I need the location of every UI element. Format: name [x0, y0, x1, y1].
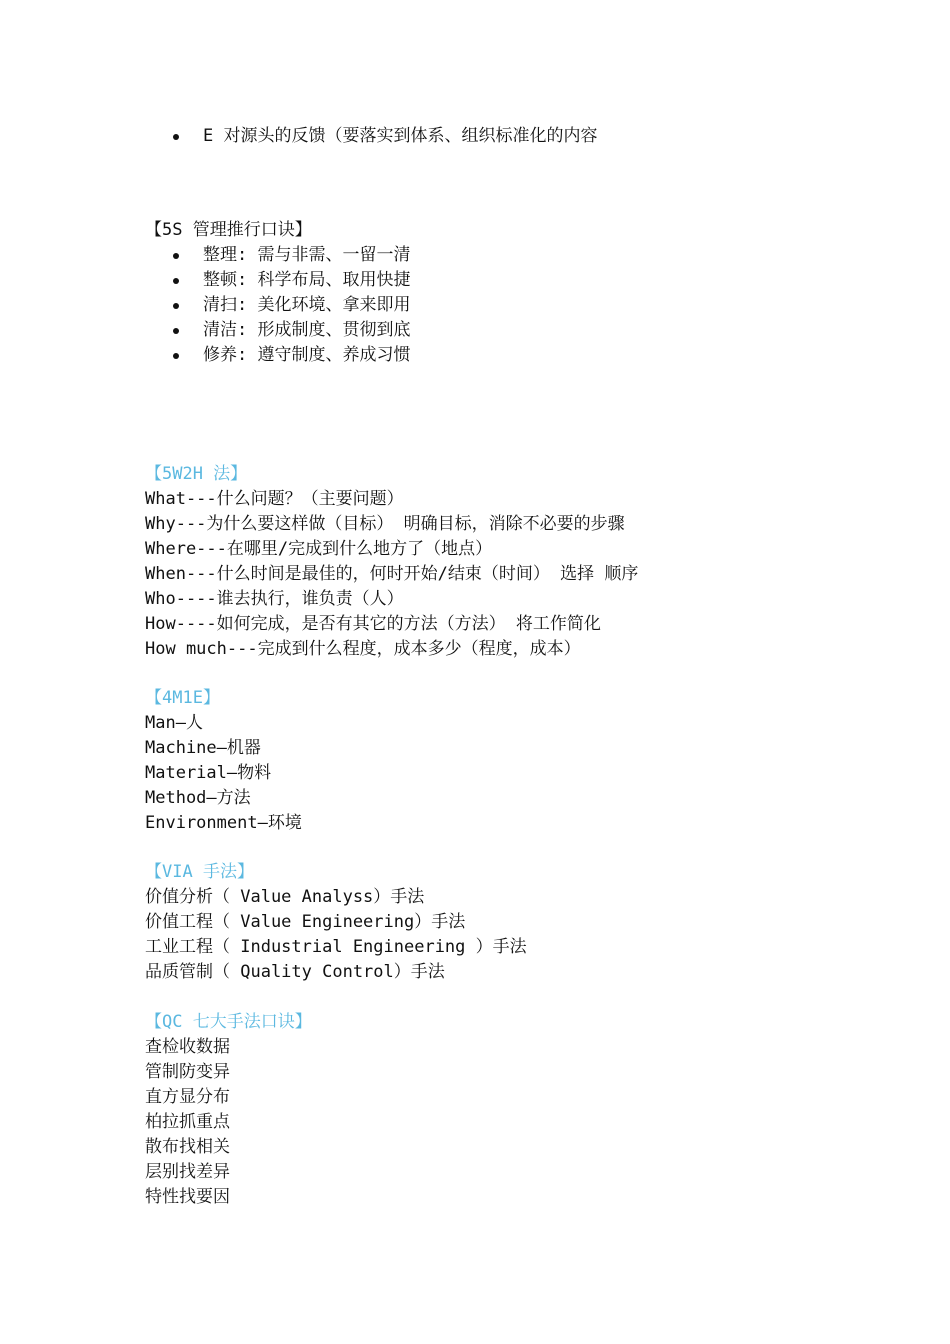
five-w-two-h-line: When---什么时间是最佳的，何时开始/结束（时间） 选择 顺序	[145, 564, 639, 584]
qc-line: 特性找要因	[145, 1187, 230, 1207]
five-s-item: 清洁: 形成制度、贯彻到底	[145, 318, 410, 343]
five-w-two-h-line: What---什么问题？（主要问题）	[145, 489, 404, 509]
four-m-one-e-line: Material—物料	[145, 763, 272, 783]
four-m-one-e-line: Man—人	[145, 713, 203, 733]
via-line: 价值分析（ Value Analyss）手法	[145, 887, 425, 907]
five-s-heading: 【5S 管理推行口诀】	[145, 220, 312, 240]
five-s-item: 清扫: 美化环境、拿来即用	[145, 293, 410, 318]
five-w-two-h-heading: 【5W2H 法】	[145, 464, 248, 484]
qc-line: 散布找相关	[145, 1137, 230, 1157]
four-m-one-e-section	[145, 686, 302, 836]
qc-line: 查检收数据	[145, 1037, 230, 1057]
qc-section	[145, 1010, 312, 1210]
via-line: 价值工程（ Value Engineering）手法	[145, 912, 466, 932]
qc-line: 层别找差异	[145, 1162, 230, 1182]
intro-bullet-item: E 对源头的反馈（要落实到体系、组织标准化的内容	[145, 124, 597, 149]
five-w-two-h-section	[145, 462, 638, 662]
intro-section	[145, 124, 597, 149]
five-s-item: 整顿: 科学布局、取用快捷	[145, 268, 410, 293]
via-line: 工业工程（ Industrial Engineering ）手法	[145, 937, 527, 957]
five-s-section	[145, 218, 410, 368]
five-w-two-h-line: Why---为什么要这样做（目标） 明确目标，消除不必要的步骤	[145, 514, 625, 534]
five-s-item: 修养: 遵守制度、养成习惯	[145, 343, 410, 368]
five-w-two-h-line: How----如何完成，是否有其它的方法（方法） 将工作简化	[145, 614, 601, 634]
qc-line: 柏拉抓重点	[145, 1112, 230, 1132]
four-m-one-e-line: Method—方法	[145, 788, 251, 808]
via-heading: 【VIA 手法】	[145, 862, 254, 882]
five-w-two-h-line: Where---在哪里/完成到什么地方了（地点）	[145, 539, 493, 559]
four-m-one-e-line: Environment—环境	[145, 813, 302, 833]
four-m-one-e-heading: 【4M1E】	[145, 688, 220, 708]
five-w-two-h-line: Who----谁去执行，谁负责（人）	[145, 589, 404, 609]
five-s-item: 整理: 需与非需、一留一清	[145, 243, 410, 268]
four-m-one-e-line: Machine—机器	[145, 738, 261, 758]
five-w-two-h-line: How much---完成到什么程度，成本多少（程度，成本）	[145, 639, 581, 659]
qc-line: 管制防变异	[145, 1062, 230, 1082]
via-line: 品质管制（ Quality Control）手法	[145, 962, 445, 982]
qc-heading: 【QC 七大手法口诀】	[145, 1012, 312, 1032]
via-section	[145, 860, 527, 985]
qc-line: 直方显分布	[145, 1087, 230, 1107]
